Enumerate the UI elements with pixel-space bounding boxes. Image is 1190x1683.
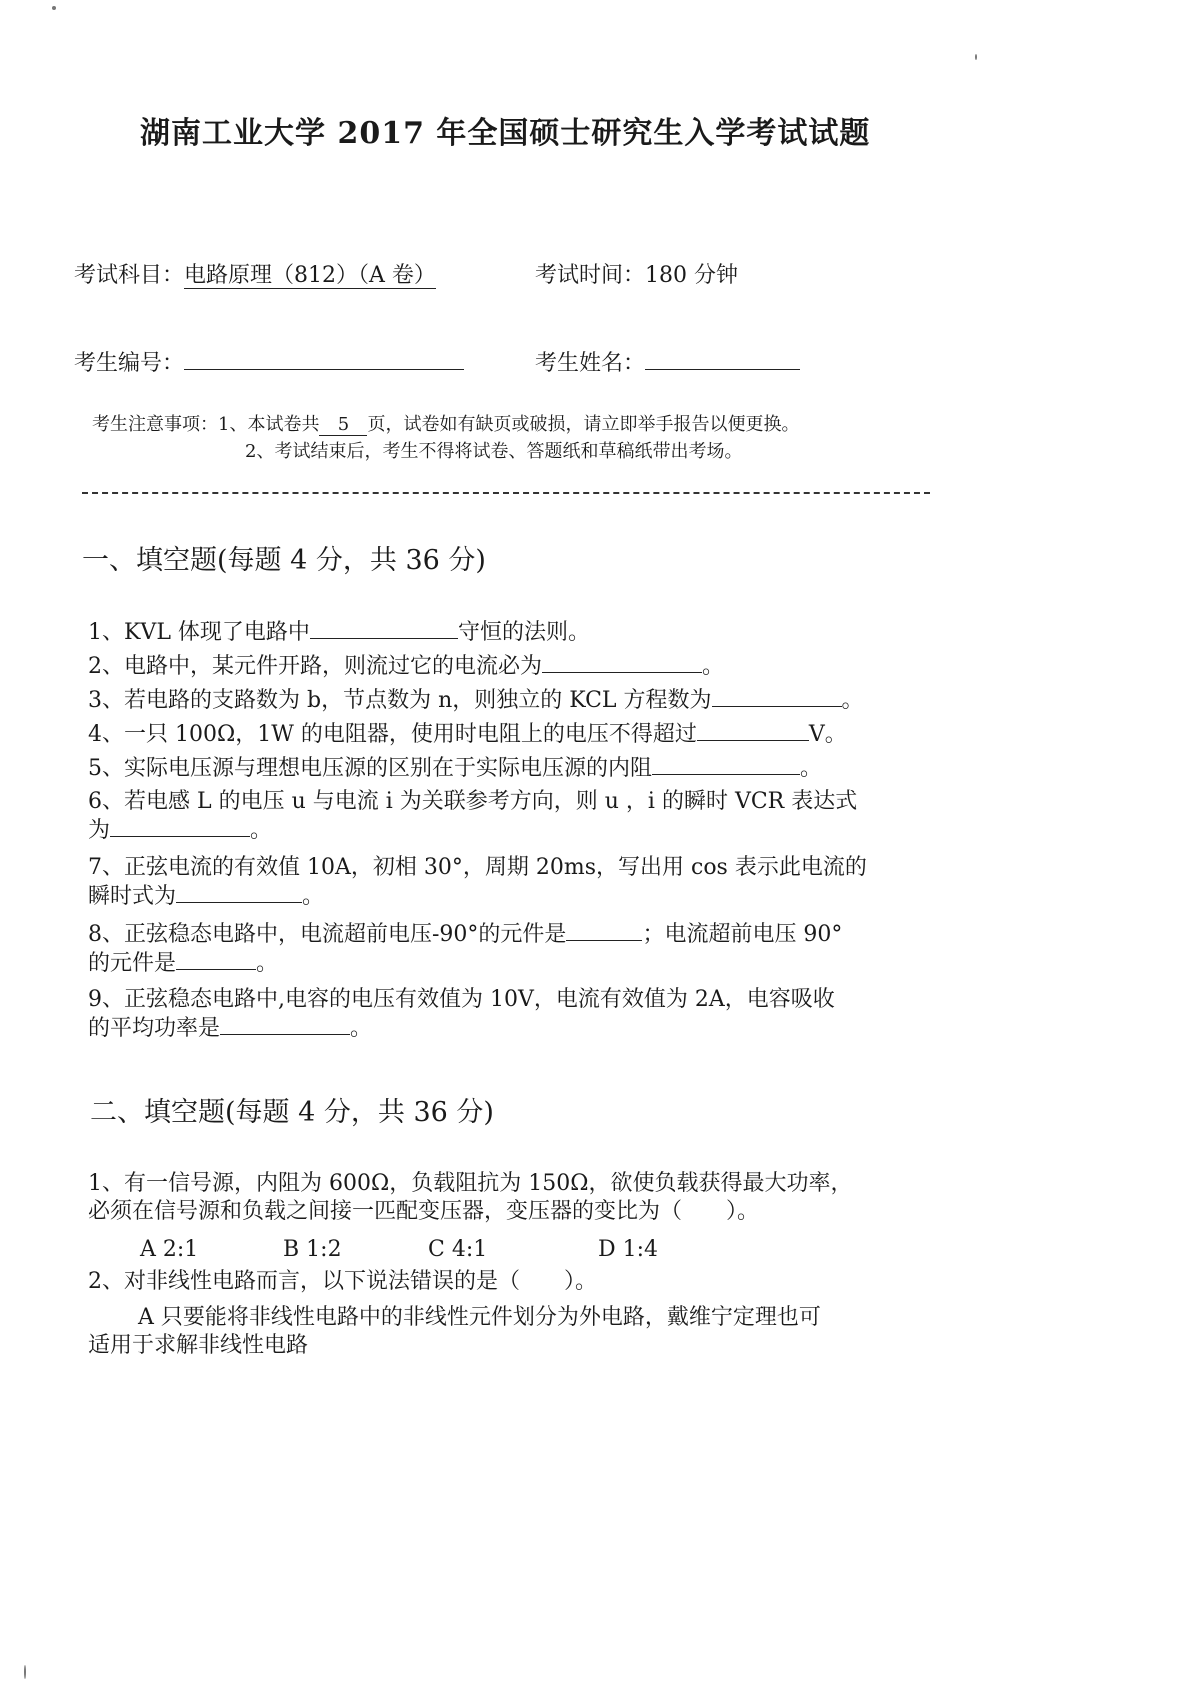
option-b: B 1:2 <box>283 1237 342 1262</box>
s1-question-2: 2、电路中，某元件开路，则流过它的电流必为 。 <box>88 654 725 679</box>
s1-question-5: 5、实际电压源与理想电压源的区别在于实际电压源的内阻 。 <box>88 756 823 781</box>
option-a: A 2:1 <box>140 1237 199 1262</box>
s1-question-8: 8、正弦稳态电路中，电流超前电压-90°的元件是 ；电流超前电压 90° 的元件是 。 <box>88 922 843 976</box>
dashed-divider <box>82 492 930 494</box>
time-label: 考试时间： <box>535 263 646 288</box>
scan-speck <box>24 1665 26 1679</box>
page-count: 5 <box>319 414 367 436</box>
s1-question-1: 1、KVL 体现了电路中 守恒的法则。 <box>88 620 590 645</box>
s1-question-9: 9、正弦稳态电路中,电容的电压有效值为 10V，电流有效值为 2A，电容吸收 的平均功率是 。 <box>88 987 835 1041</box>
s2-question-2-option-a: A 只要能将非线性电路中的非线性元件划分为外电路，戴维宁定理也可 适用于求解非线性电路 <box>88 1305 821 1358</box>
candidate-id-blank <box>184 349 464 370</box>
notice-line-2: 2、考试结束后，考生不得将试卷、答题纸和草稿纸带出考场。 <box>245 441 743 462</box>
scan-speck <box>975 54 977 60</box>
candidate-id-label: 考生编号： <box>74 351 185 376</box>
candidate-id-row <box>74 346 464 377</box>
candidate-name-blank <box>645 349 800 370</box>
candidate-name-row <box>535 346 800 377</box>
time-row <box>535 258 738 289</box>
subject-label: 考试科目： <box>74 263 185 288</box>
s1-question-6: 6、若电感 L 的电压 u 与电流 i 为关联参考方向，则 u ，i 的瞬时 VCR 表达式 为 。 <box>88 789 858 843</box>
notice-prefix: 考生注意事项：1、本试卷共 <box>92 414 320 435</box>
subject-value: 电路原理（812）（A 卷） <box>184 263 436 288</box>
option-c: C 4:1 <box>428 1237 488 1262</box>
candidate-name-label: 考生姓名： <box>535 351 646 376</box>
option-d: D 1:4 <box>598 1237 659 1262</box>
section-2-heading: 二、填空题(每题 4 分，共 36 分) <box>90 1097 494 1128</box>
exam-title: 湖南工业大学 2017 年全国硕士研究生入学考试试题 <box>140 116 871 151</box>
notice-line-1 <box>92 410 799 436</box>
notice-suffix: 页，试卷如有缺页或破损，请立即举手报告以便更换。 <box>367 414 800 435</box>
subject-row <box>74 258 436 289</box>
s1-question-3: 3、若电路的支路数为 b，节点数为 n，则独立的 KCL 方程数为 。 <box>88 688 864 713</box>
s2-question-2: 2、对非线性电路而言，以下说法错误的是（ ）。 <box>88 1269 597 1294</box>
time-value: 180 分钟 <box>645 263 739 288</box>
s1-question-7: 7、正弦电流的有效值 10A，初相 30°，周期 20ms，写出用 cos 表示此电流的 瞬时式为 。 <box>88 855 867 909</box>
section-1-heading: 一、填空题(每题 4 分，共 36 分) <box>82 545 486 576</box>
s1-question-4: 4、一只 100Ω，1W 的电阻器，使用时电阻上的电压不得超过 V。 <box>88 722 847 747</box>
scan-speck <box>52 6 56 10</box>
s2-question-1: 1、有一信号源，内阻为 600Ω，负载阻抗为 150Ω，欲使负载获得最大功率， 必须在信号源和负载之间接一匹配变压器，变压器的变比为（ ）。 <box>88 1171 853 1224</box>
